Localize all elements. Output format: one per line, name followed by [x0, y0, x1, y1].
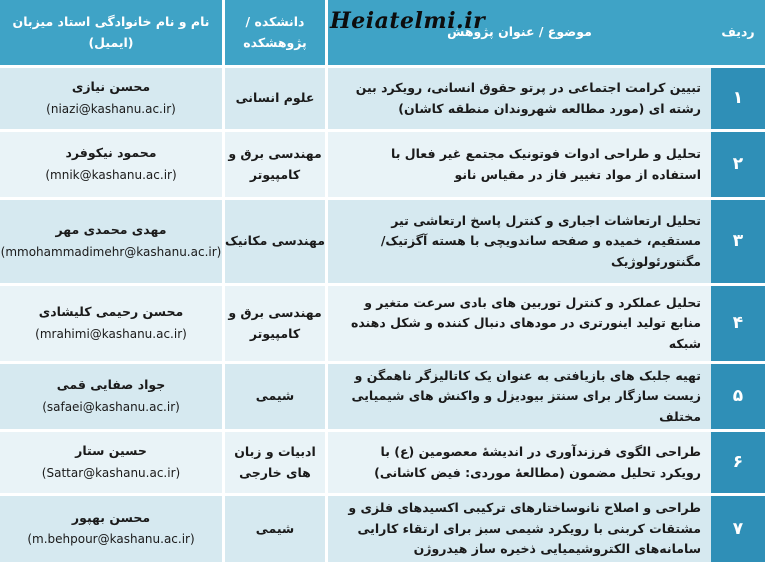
table-row-advisor — [0, 432, 225, 496]
row-number: ۷ — [711, 496, 768, 565]
table-row-advisor — [0, 68, 225, 132]
faculty-cell: ادبیات و زبان های خارجی — [225, 432, 328, 496]
faculty-cell: شیمی — [225, 364, 328, 432]
advisor-name: جواد صفایی قمی — [56, 377, 166, 393]
advisor-name: محسن بهپور — [71, 509, 151, 525]
topic-cell: تحلیل عملکرد و کنترل توربین های بادی سرعت متغیر و منابع تولید اینورتری در مودهای دنبال کننده و شکل دهنده شبکه — [328, 286, 711, 364]
advisor-email: (safaei@kashanu.ac.ir) — [42, 399, 180, 414]
row-number: ۶ — [711, 432, 768, 496]
table-row-advisor — [0, 496, 225, 565]
topic-cell: تهیه جلبک های بازیافتی به عنوان یک کاتالیزگر ناهمگن و زیست سازگار برای سنتز بیودیزل و واکنش های شیمیایی مختلف — [328, 364, 711, 432]
faculty-cell: شیمی — [225, 496, 328, 565]
row-number: ۲ — [711, 132, 768, 200]
topic-cell: طراحی و اصلاح نانوساختارهای ترکیبی اکسیدهای فلزی و مشتقات کربنی با رویکرد شیمی سبز برای ارتقاء کارایی سامانه‌های الکتروشیمیایی ذخیره ساز هیدروژن — [328, 496, 711, 565]
advisor-name: مهدی محمدی مهر — [55, 222, 167, 238]
advisor-email: (m.behpour@kashanu.ac.ir) — [27, 532, 195, 547]
advisor-email: (mrahimi@kashanu.ac.ir) — [35, 326, 187, 341]
row-number: ۴ — [711, 286, 768, 364]
faculty-cell: مهندسی برق و کامپیوتر — [225, 286, 328, 364]
faculty-cell: مهندسی مکانیک — [225, 200, 328, 286]
advisor-name: حسین ستار — [75, 443, 147, 459]
faculty-cell: علوم انسانی — [225, 68, 328, 132]
header-topic: موضوع / عنوان پژوهش — [328, 0, 711, 68]
topic-cell: تحلیل و طراحی ادوات فوتونیک مجتمع غیر فعال با استفاده از مواد تغییر فاز در مقیاس نانو — [328, 132, 711, 200]
row-number: ۱ — [711, 68, 768, 132]
header-faculty: دانشکده / پژوهشکده — [225, 0, 328, 68]
header-row-number: ردیف — [711, 0, 768, 68]
topic-cell: تحلیل ارتعاشات اجباری و کنترل پاسخ ارتعاشی تیر مستقیم، خمیده و صفحه ساندویچی با هسته آگزتیک/مگنتورئولوژیک — [328, 200, 711, 286]
table-row-advisor — [0, 132, 225, 200]
advisor-email: (niazi@kashanu.ac.ir) — [46, 101, 176, 116]
table-row-advisor — [0, 364, 225, 432]
advisor-email: (Sattar@kashanu.ac.ir) — [41, 465, 181, 480]
header-advisor: نام و نام خانوادگی استاد میزبان (ایمیل) — [0, 0, 225, 68]
topic-cell: تبیین کرامت اجتماعی در پرتو حقوق انسانی، رویکرد بین رشته ای (مورد مطالعه شهروندان منطقه کاشان) — [328, 68, 711, 132]
watermark: Heiatelmi.ir — [330, 8, 486, 34]
advisor-email: (mnik@kashanu.ac.ir) — [45, 167, 177, 182]
table-row-advisor — [0, 200, 225, 286]
advisor-name: محسن نیازی — [71, 79, 151, 95]
advisor-name: محمود نیکوفرد — [65, 145, 157, 161]
row-number: ۵ — [711, 364, 768, 432]
faculty-cell: مهندسی برق و کامپیوتر — [225, 132, 328, 200]
table-row-advisor — [0, 286, 225, 364]
advisor-email: (mmohammadimehr@kashanu.ac.ir) — [0, 244, 222, 259]
row-number: ۳ — [711, 200, 768, 286]
topic-cell: طراحی الگوی فرزندآوری در اندیشهٔ معصومین (ع) با رویکرد تحلیل مضمون (مطالعهٔ موردی: فیض کاشانی) — [328, 432, 711, 496]
advisor-name: محسن رحیمی کلیشادی — [38, 304, 184, 320]
